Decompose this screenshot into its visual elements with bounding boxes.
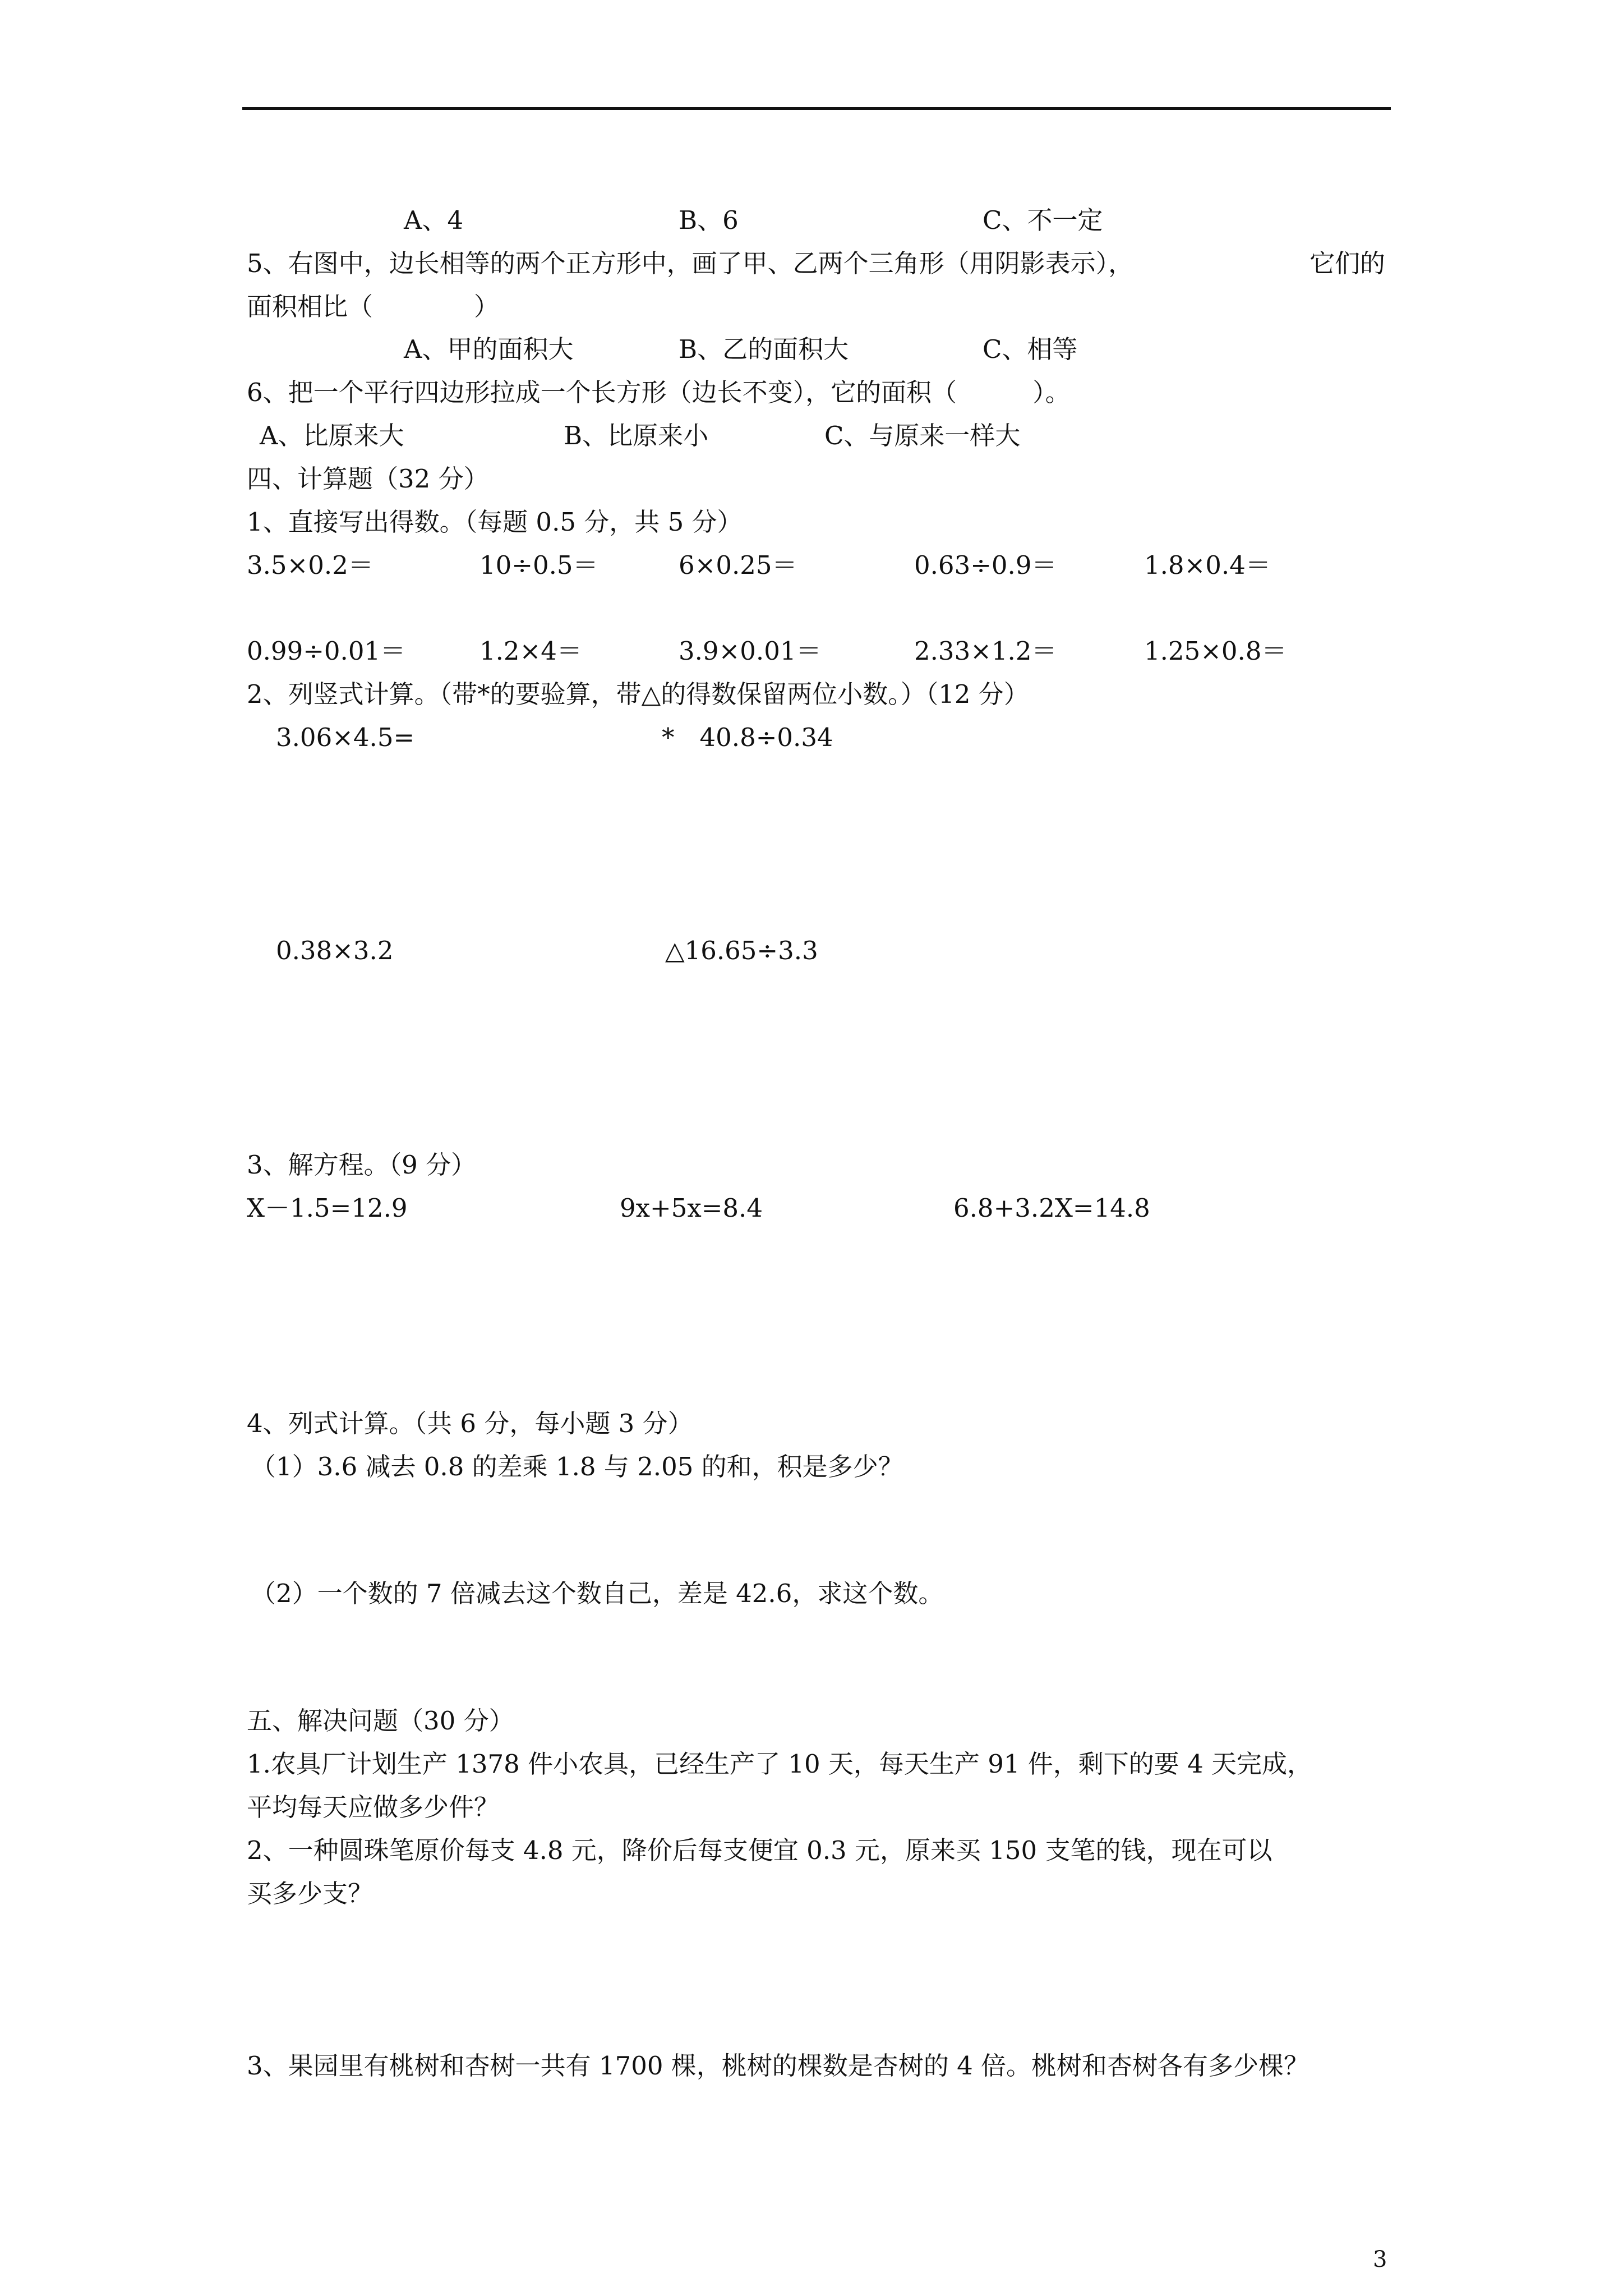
header-rule [242, 107, 1391, 110]
calc-item: 0.99÷0.01＝ [247, 636, 406, 666]
calc-part1-title: 1、直接写出得数。（每题 0.5 分，共 5 分） [247, 507, 743, 537]
calc-part2-title: 2、列竖式计算。（带*的要验算，带△的得数保留两位小数。）（12 分） [247, 679, 1029, 709]
q5-option-a: A、甲的面积大 [404, 334, 574, 364]
section5-title: 五、解决问题（30 分） [247, 1706, 514, 1736]
calc-item: 3.9×0.01＝ [679, 636, 822, 666]
q4-option-a: A、4 [404, 205, 464, 235]
problem-1-line1: 1.农具厂计划生产 1378 件小农具，已经生产了 10 天，每天生产 91 件，剩下的要 4 天完成， [247, 1749, 1313, 1779]
equation-item: 6.8+3.2X=14.8 [953, 1193, 1150, 1223]
q5-option-c: C、相等 [983, 334, 1078, 364]
calc-item: 2.33×1.2＝ [914, 636, 1057, 666]
calc-item: 1.2×4＝ [479, 636, 582, 666]
q5-text-line1: 5、右图中，边长相等的两个正方形中，画了甲、乙两个三角形（用阴影表示）， [247, 249, 1134, 278]
problem-2-line2: 买多少支？ [247, 1879, 374, 1908]
q5-text-line1-end: 它们的 [1310, 249, 1386, 278]
problem-1-line2: 平均每天应做多少件？ [247, 1792, 500, 1822]
calc-item: 6×0.25＝ [679, 550, 797, 580]
q5-text-line2: 面积相比（ ） [247, 292, 500, 321]
q5-option-b: B、乙的面积大 [679, 334, 849, 364]
section4-title: 四、计算题（32 分） [247, 464, 489, 494]
problem-2-line1: 2、一种圆珠笔原价每支 4.8 元，降价后每支便宜 0.3 元，原来买 150 支笔的钱，现在可以 [247, 1835, 1272, 1865]
vertical-calc-item: 0.38×3.2 [276, 936, 394, 965]
calc-part3-title: 3、解方程。（9 分） [247, 1150, 477, 1180]
vertical-calc-item: 3.06×4.5= [276, 723, 415, 752]
calc-item: 1.8×0.4＝ [1144, 550, 1271, 580]
expression-question-1: （1）3.6 减去 0.8 的差乘 1.8 与 2.05 的和，积是多少？ [251, 1452, 903, 1481]
q6-option-b: B、比原来小 [564, 421, 709, 450]
q4-option-c: C、不一定 [983, 205, 1103, 235]
expression-question-2: （2）一个数的 7 倍减去这个数自己，差是 42.6，求这个数。 [251, 1579, 944, 1608]
calc-item: 10÷0.5＝ [479, 550, 598, 580]
calc-item: 0.63÷0.9＝ [914, 550, 1057, 580]
vertical-calc-item: * 40.8÷0.34 [662, 723, 833, 752]
equation-item: X－1.5=12.9 [247, 1193, 408, 1223]
page-number: 3 [1373, 2247, 1387, 2272]
calc-part4-title: 4、列式计算。（共 6 分，每小题 3 分） [247, 1409, 693, 1438]
equation-item: 9x+5x=8.4 [620, 1193, 763, 1223]
calc-item: 3.5×0.2＝ [247, 550, 374, 580]
problem-3: 3、果园里有桃树和杏树一共有 1700 棵，桃树的棵数是杏树的 4 倍。桃树和杏树各有多少棵？ [247, 2051, 1310, 2081]
q6-option-a: A、比原来大 [260, 421, 404, 450]
q6-option-c: C、与原来一样大 [824, 421, 1021, 450]
vertical-calc-item: △16.65÷3.3 [665, 936, 818, 965]
q6-text: 6、把一个平行四边形拉成一个长方形（边长不变），它的面积（ ）。 [247, 378, 1071, 407]
calc-item: 1.25×0.8＝ [1144, 636, 1287, 666]
q4-option-b: B、6 [679, 205, 739, 235]
